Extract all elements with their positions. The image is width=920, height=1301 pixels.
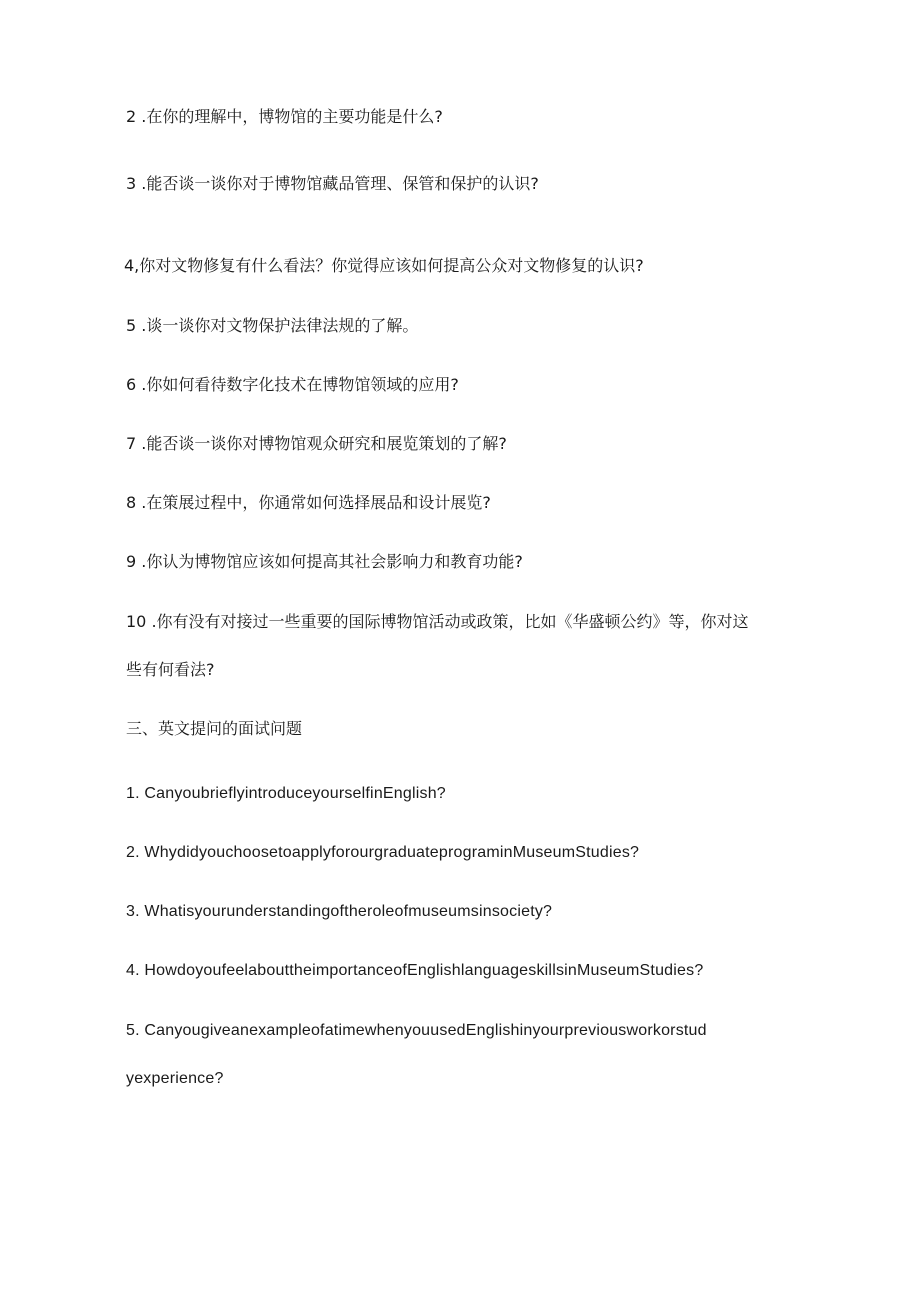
english-question-1: 1. CanyoubrieflyintroduceyourselfinEnglish? [126, 785, 446, 802]
question-9: 9 .你认为博物馆应该如何提高其社会影响力和教育功能? [126, 552, 523, 571]
question-8: 8 .在策展过程中，你通常如何选择展品和设计展览? [126, 493, 491, 512]
question-10-line-1: 10 .你有没有对接过一些重要的国际博物馆活动或政策，比如《华盛顿公约》等，你对这 [126, 612, 749, 631]
question-6: 6 .你如何看待数字化技术在博物馆领域的应用? [126, 375, 459, 394]
english-question-5-line-2: yexperience? [126, 1070, 224, 1087]
english-question-4: 4. HowdoyoufeelabouttheimportanceofEnglishlanguageskillsinMuseumStudies? [126, 962, 704, 979]
english-question-2: 2. WhydidyouchoosetoapplyforourgraduateprograminMuseumStudies? [126, 844, 640, 861]
question-5: 5 .谈一谈你对文物保护法律法规的了解。 [126, 316, 419, 335]
question-7: 7 .能否谈一谈你对博物馆观众研究和展览策划的了解? [126, 434, 507, 453]
section-heading: 三、英文提问的面试问题 [126, 719, 303, 738]
english-question-5-line-1: 5. CanyougiveanexampleofatimewhenyouusedEnglishinyourpreviousworkorstud [126, 1022, 707, 1039]
question-10-line-2: 些有何看法? [126, 660, 215, 679]
question-2: 2 .在你的理解中，博物馆的主要功能是什么? [126, 107, 443, 126]
question-4: 4,你对文物修复有什么看法？你觉得应该如何提高公众对文物修复的认识? [124, 256, 644, 275]
english-question-3: 3. Whatisyourunderstandingoftheroleofmuseumsinsociety? [126, 903, 553, 920]
question-3: 3 .能否谈一谈你对于博物馆藏品管理、保管和保护的认识? [126, 174, 539, 193]
